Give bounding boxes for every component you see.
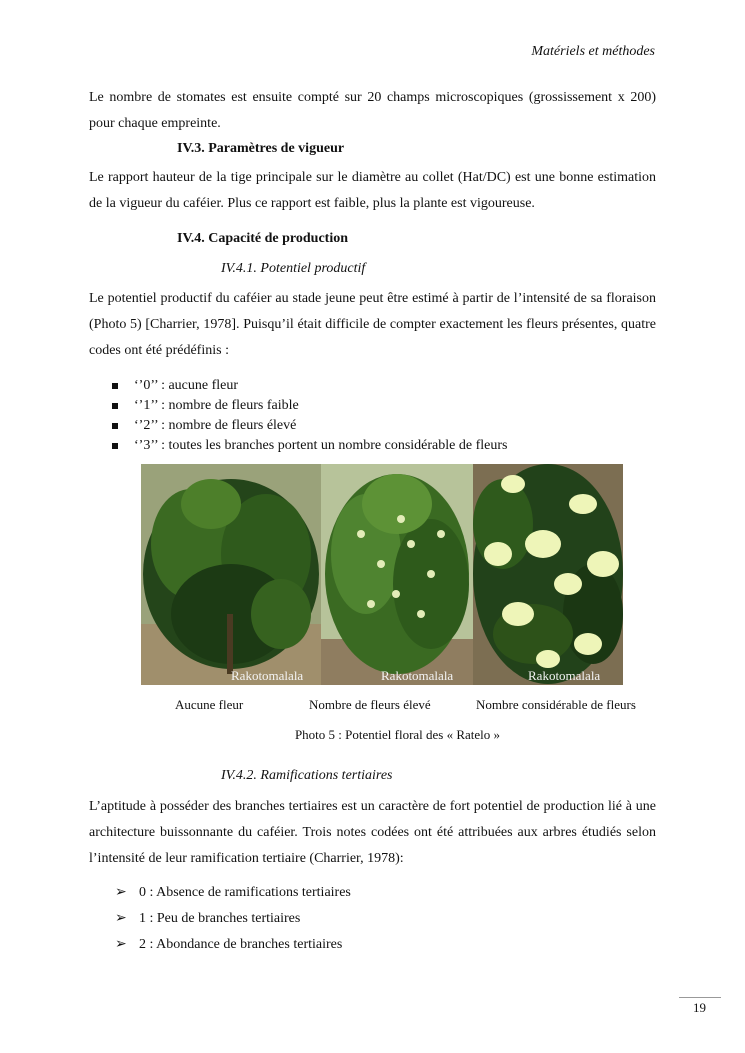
photo-credit: Rakotomalala xyxy=(231,668,304,683)
photo-no-flowers xyxy=(141,464,321,685)
heading-iv3: IV.3. Paramètres de vigueur xyxy=(177,141,345,156)
page-number: 19 xyxy=(693,1000,706,1015)
photo-many-flowers xyxy=(321,464,473,685)
list-item: ➢ 2 : Abondance de branches tertiaires xyxy=(115,932,351,958)
paragraph-potentiel: Le potentiel productif du caféier au stade jeune peut être estimé à partir de l’intensité de sa floraison (Photo 5) [Charrier, 1978]. Puisqu’il était difficile de compter exactement les fleurs présentes, quatre codes ont été prédéfinis : xyxy=(89,291,656,358)
footer-divider xyxy=(679,997,721,998)
arrow-bullet-icon: ➢ xyxy=(115,911,127,926)
photo-title: Photo 5 : Potentiel floral des « Ratelo » xyxy=(294,727,501,742)
notes-list xyxy=(115,880,351,958)
list-item: ‘’2’’ : nombre de fleurs élevé xyxy=(112,416,507,436)
heading-iv4: IV.4. Capacité de production xyxy=(177,231,349,246)
arrow-bullet-icon: ➢ xyxy=(115,937,127,952)
heading-iv42: IV.4.2. Ramifications tertiaires xyxy=(221,768,393,783)
code-list xyxy=(112,376,507,456)
square-bullet-icon xyxy=(112,403,118,409)
paragraph-vigueur: Le rapport hauteur de la tige principale sur le diamètre au collet (Hat/DC) est une bonne estimation de la vigueur du caféier. Plus ce rapport est faible, plus la plante est vigoureuse. xyxy=(89,170,656,211)
list-item: ‘’0’’ : aucune fleur xyxy=(112,376,507,396)
photo-credit: Rakotomalala xyxy=(528,668,601,683)
paragraph-ramifications: L’aptitude à posséder des branches tertiaires est un caractère de fort potentiel de production lié à une architecture buissonnante du caféier. Trois notes codées ont été attribuées aux arbres étudiés selon l’intensité de leur ramification tertiaire (Charrier, 1978): xyxy=(89,799,656,866)
list-item: ‘’1’’ : nombre de fleurs faible xyxy=(112,396,507,416)
photo-considerable-flowers xyxy=(473,464,623,685)
list-item: ➢ 1 : Peu de branches tertiaires xyxy=(115,906,351,932)
list-item: ➢ 0 : Absence de ramifications tertiaires xyxy=(115,880,351,906)
caption-no-flowers: Aucune fleur xyxy=(175,697,244,712)
square-bullet-icon xyxy=(112,443,118,449)
square-bullet-icon xyxy=(112,423,118,429)
square-bullet-icon xyxy=(112,383,118,389)
caption-considerable-flowers: Nombre considérable de fleurs xyxy=(476,697,636,712)
arrow-bullet-icon: ➢ xyxy=(115,885,127,900)
paragraph-stomates: Le nombre de stomates est ensuite compté sur 20 champs microscopiques (grossissement x 200) pour chaque empreinte. xyxy=(89,90,656,131)
caption-many-flowers: Nombre de fleurs élevé xyxy=(309,697,431,712)
photo-credit: Rakotomalala xyxy=(381,668,454,683)
heading-iv41: IV.4.1. Potentiel productif xyxy=(221,261,366,276)
running-header: Matériels et méthodes xyxy=(531,44,655,59)
list-item: ‘’3’’ : toutes les branches portent un nombre considérable de fleurs xyxy=(112,436,507,456)
